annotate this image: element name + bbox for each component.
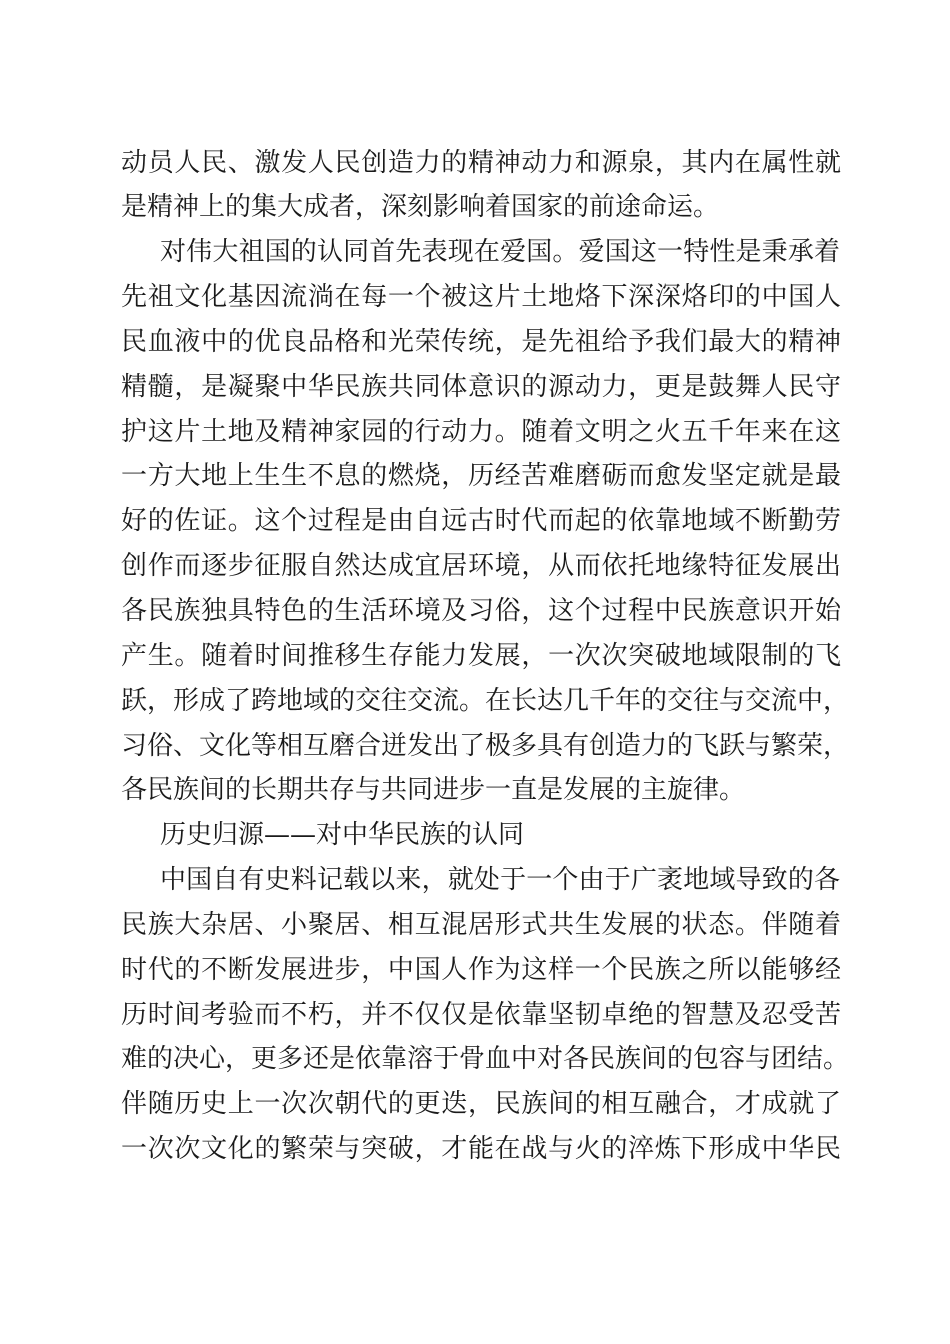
text-line: 民血液中的优良品格和光荣传统，是先祖给予我们最大的精神 <box>121 327 841 357</box>
text-line: 伴随历史上一次次朝代的更迭，民族间的相互融合，才成就了 <box>121 1089 841 1119</box>
text-line: 先祖文化基因流淌在每一个被这片土地烙下深深烙印的中国人 <box>121 282 841 312</box>
text-line: 各民族间的长期共存与共同进步一直是发展的主旋律。 <box>121 775 746 805</box>
section-heading: 历史归源——对中华民族的认同 <box>160 820 525 850</box>
text-line: 跃，形成了跨地域的交往交流。在长达几千年的交往与交流中， <box>121 686 850 716</box>
text-line: 一方大地上生生不息的燃烧，历经苦难磨砺而愈发坚定就是最 <box>121 461 841 491</box>
text-line: 动员人民、激发人民创造力的精神动力和源泉，其内在属性就 <box>121 148 841 178</box>
text-line: 护这片土地及精神家园的行动力。随着文明之火五千年来在这 <box>121 417 841 447</box>
text-line: 好的佐证。这个过程是由自远古时代而起的依靠地域不断勤劳 <box>121 506 841 536</box>
text-line: 习俗、文化等相互磨合迸发出了极多具有创造力的飞跃与繁荣， <box>121 731 850 761</box>
text-line: 各民族独具特色的生活环境及习俗，这个过程中民族意识开始 <box>121 596 841 626</box>
text-line: 产生。随着时间推移生存能力发展，一次次突破地域限制的飞 <box>121 641 841 671</box>
text-line: 难的决心，更多还是依靠溶于骨血中对各民族间的包容与团结。 <box>121 1044 850 1074</box>
paragraph-start: 对伟大祖国的认同首先表现在爱国。爱国这一特性是秉承着 <box>160 237 840 267</box>
text-line: 历时间考验而不朽，并不仅仅是依靠坚韧卓绝的智慧及忍受苦 <box>121 1000 841 1030</box>
text-line: 是精神上的集大成者，深刻影响着国家的前途命运。 <box>121 192 720 222</box>
paragraph-start: 中国自有史料记载以来，就处于一个由于广袤地域导致的各 <box>160 865 840 895</box>
text-line: 时代的不断发展进步，中国人作为这样一个民族之所以能够经 <box>121 955 841 985</box>
text-line: 一次次文化的繁荣与突破，才能在战与火的淬炼下形成中华民 <box>121 1134 841 1164</box>
text-line: 民族大杂居、小聚居、相互混居形式共生发展的状态。伴随着 <box>121 910 841 940</box>
text-line: 精髓，是凝聚中华民族共同体意识的源动力，更是鼓舞人民守 <box>121 372 841 402</box>
text-line: 创作而逐步征服自然达成宜居环境，从而依托地缘特征发展出 <box>121 551 841 581</box>
